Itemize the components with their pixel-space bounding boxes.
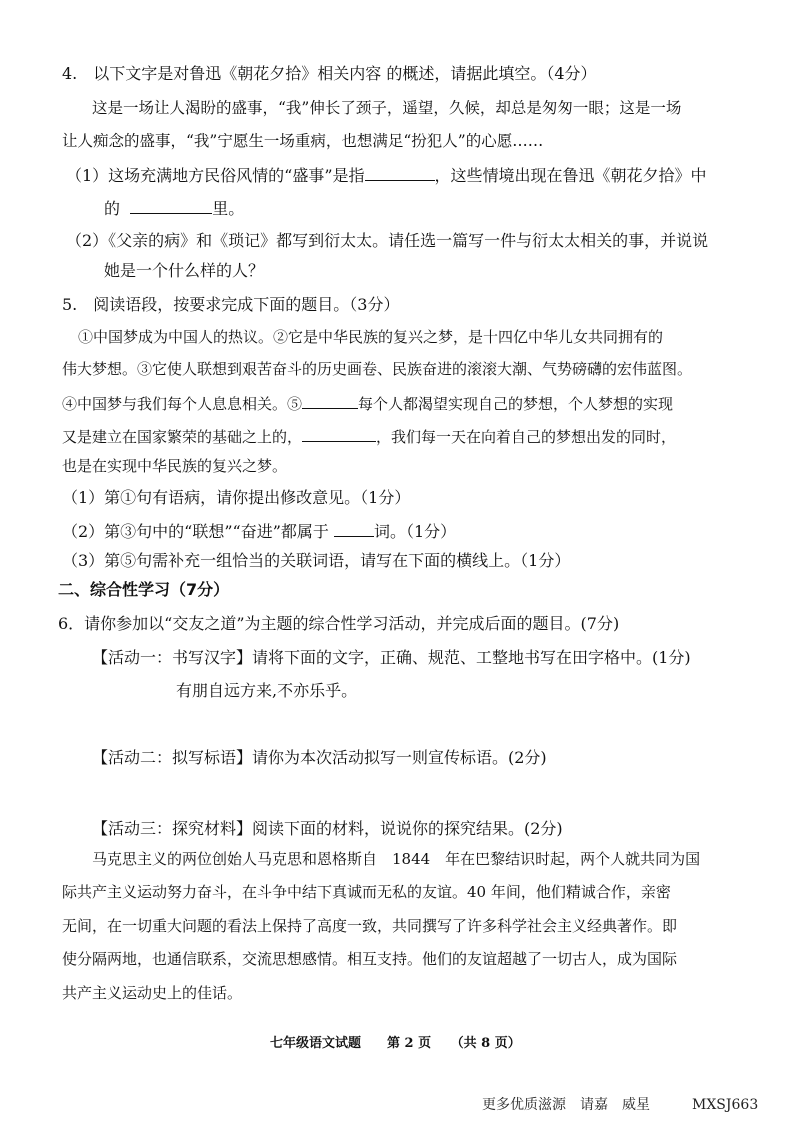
q4-quote-line-2: 让人痴念的盛事，“我”宁愿生一场重病，也想满足“扮犯人”的心愿…… (62, 132, 544, 150)
q6-material-line-2: 际共产主义运动努力奋斗，在斗争中结下真诚而无私的友谊。40 年间，他们精诚合作，亲密 (62, 883, 671, 901)
q5-sub2 (62, 520, 456, 542)
q5-para-text-d: ，我们每一天在向着自己的梦想出发的同时， (376, 428, 677, 446)
answer-blank[interactable] (334, 520, 374, 537)
q5-para-line-5: 也是在实现中华民族的复兴之梦。 (62, 457, 288, 475)
q4-sub1-text-d: 里。 (212, 199, 245, 218)
q5-header: 5. 阅读语段，按要求完成下面的题目。（3分） (62, 295, 400, 314)
q5-para-line-3 (62, 392, 673, 414)
q4-header: 4. 以下文字是对鲁迅《朝花夕拾》相关内容 的概述，请据此填空。（4分） (62, 64, 597, 83)
q4-sub1-line-2 (104, 197, 244, 219)
q6-material-line-5: 共产主义运动史上的佳话。 (62, 984, 243, 1002)
q5-sub3: （3）第⑤句需补充一组恰当的关联词语，请写在下面的横线上。（1分） (62, 551, 571, 570)
watermark-text: 更多优质滋源 请嘉 威星 MXSJ663 (482, 1097, 759, 1113)
answer-blank[interactable] (302, 392, 358, 409)
q6-activity-1: 【活动一：书写汉字】请将下面的文字，正确、规范、工整地书写在田字格中。(1分) (92, 648, 691, 667)
q6-material-line-4: 使分隔两地，也通信联系，交流思想感情。相互支持。他们的友谊超越了一切古人，成为国际 (62, 950, 678, 968)
q5-sub1: （1）第①句有语病，请你提出修改意见。（1分） (62, 488, 411, 507)
q4-quote-line-1: 这是一场让人渴盼的盛事，“我”伸长了颈子，遥望，久候，却总是匆匆一眼；这是一场 (92, 99, 682, 117)
page-footer: 七年级语文试题 第 2 页 （共 8 页） (270, 1036, 521, 1051)
q5-para-line-4 (62, 425, 676, 447)
q4-sub1-text-c: 的 (104, 199, 121, 218)
q5-sub2-text-a: （2）第③句中的“联想”“奋进”都属于 (62, 522, 329, 541)
q6-activity-1-text: 有朋自远方来,不亦乐乎。 (176, 681, 358, 700)
q6-activity-3: 【活动三：探究材料】阅读下面的材料，说说你的探究结果。(2分) (92, 819, 563, 838)
q4-sub2-line-1: （2）《父亲的病》和《琐记》都写到衍太太。请任选一篇写一件与衍太太相关的事，并说说 (66, 231, 709, 250)
q5-para-text-a: ④中国梦与我们每个人息息相关。⑤ (62, 395, 303, 413)
q4-sub1-text-a: （1）这场充满地方民俗风情的“盛事”是指 (66, 166, 365, 185)
q6-material-line-1: 马克思主义的两位创始人马克思和恩格斯自 1844 年在巴黎结识时起，两个人就共同为国 (92, 850, 701, 868)
q6-material-line-3: 无间，在一切重大问题的看法上保持了高度一致，共同撰写了许多科学社会主义经典著作。即 (62, 917, 678, 935)
q5-para-line-2: 伟大梦想。③它使人联想到艰苦奋斗的历史画卷、民族奋进的滚滚大潮、气势磅礴的宏伟蓝图。 (62, 360, 693, 378)
section-title: 二、综合性学习（7分） (58, 580, 230, 599)
q6-header: 6．请你参加以“交友之道”为主题的综合性学习活动，并完成后面的题目。(7分) (58, 614, 620, 633)
answer-blank[interactable] (302, 425, 376, 442)
q4-sub2-line-2: 她是一个什么样的人？ (104, 261, 265, 280)
q5-sub2-text-b: 词。（1分） (374, 522, 457, 541)
q4-sub1-text-b: ，这些情境出现在鲁迅《朝花夕拾》中 (434, 166, 707, 185)
q5-para-text-c: 又是建立在国家繁荣的基础之上的， (62, 428, 303, 446)
q5-para-line-1: ①中国梦成为中国人的热议。②它是中华民族的复兴之梦，是十四亿中华儿女共同拥有的 (78, 328, 664, 346)
q5-para-text-b: 每个人都渴望实现自己的梦想，个人梦想的实现 (358, 395, 674, 413)
answer-blank[interactable] (130, 197, 212, 214)
q6-activity-2: 【活动二：拟写标语】请你为本次活动拟写一则宣传标语。(2分) (92, 748, 547, 767)
answer-blank[interactable] (365, 164, 435, 181)
q4-sub1-line-1 (66, 164, 707, 186)
